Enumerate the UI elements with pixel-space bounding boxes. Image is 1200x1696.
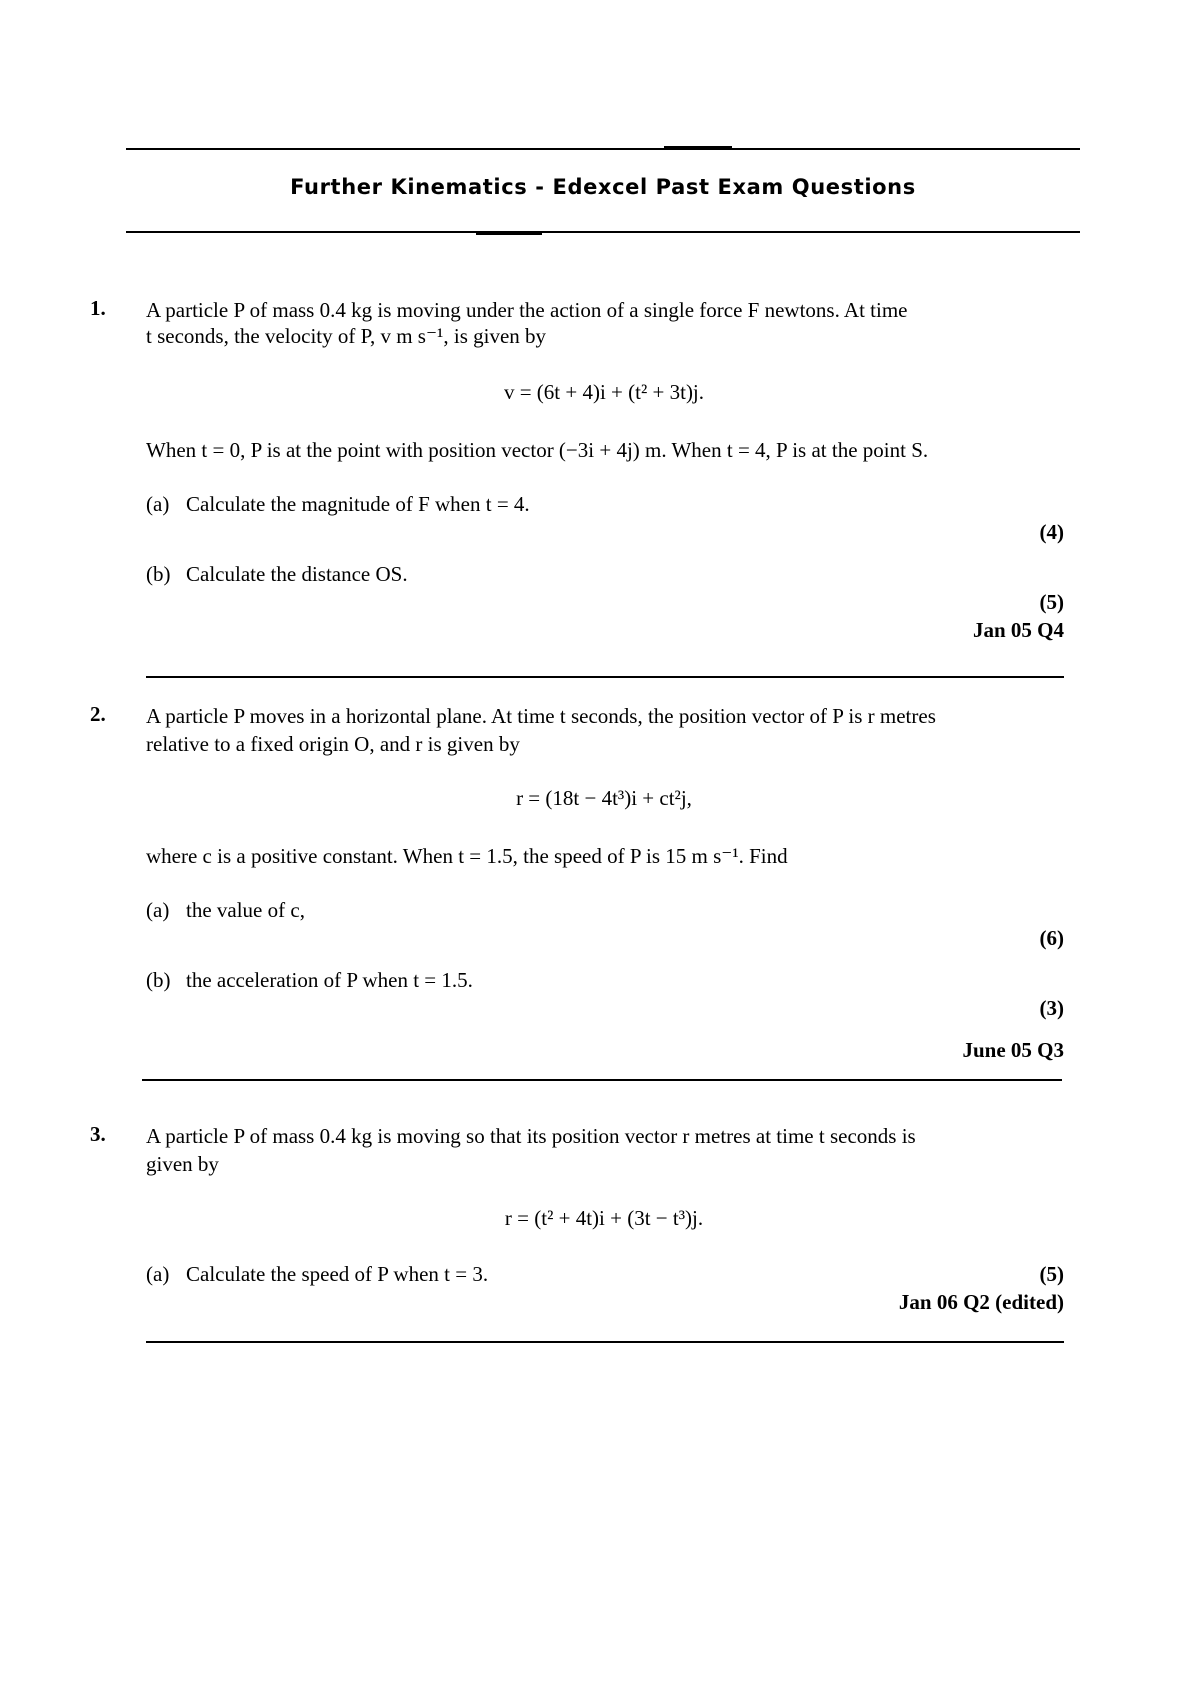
question-stem-line: A particle P moves in a horizontal plane. At time t seconds, the position vector of P is r metres xyxy=(146,704,936,728)
part-text: Calculate the magnitude of F when t = 4. xyxy=(186,492,530,516)
part-text: the value of c, xyxy=(186,898,305,922)
part-label: (b) xyxy=(146,562,171,586)
question-number: 2. xyxy=(90,702,106,726)
question-stem-line: given by xyxy=(146,1152,219,1176)
question-text: where c is a positive constant. When t = 1.5, the speed of P is 15 m s⁻¹. Find xyxy=(146,844,788,868)
source-reference: Jan 05 Q4 xyxy=(972,618,1064,642)
question-stem-line: t seconds, the velocity of P, v m s⁻¹, is given by xyxy=(146,324,547,348)
marks: (5) xyxy=(1039,1262,1064,1286)
question-stem-line: A particle P of mass 0.4 kg is moving so that its position vector r metres at time t seconds is xyxy=(146,1124,916,1148)
part-text: Calculate the speed of P when t = 3. xyxy=(186,1262,489,1286)
part-text: the acceleration of P when t = 1.5. xyxy=(186,968,473,992)
source-reference: June 05 Q3 xyxy=(962,1038,1064,1062)
position-equation: r = (18t − 4t³)i + ct²j, xyxy=(516,786,692,810)
page-title: Further Kinematics - Edexcel Past Exam Questions xyxy=(290,175,916,199)
header-rule-bottom-accent xyxy=(476,231,542,235)
marks: (4) xyxy=(1039,520,1064,544)
question-number: 3. xyxy=(90,1122,106,1146)
part-text: Calculate the distance OS. xyxy=(186,562,408,586)
part-label: (a) xyxy=(146,1262,170,1286)
question-text: When t = 0, P is at the point with position vector (−3i + 4j) m. When t = 4, P is at the point S. xyxy=(146,438,929,462)
source-reference: Jan 06 Q2 (edited) xyxy=(898,1290,1064,1314)
marks: (5) xyxy=(1039,590,1064,614)
question-number: 1. xyxy=(90,296,106,320)
marks: (6) xyxy=(1039,926,1064,950)
question-divider xyxy=(146,1341,1064,1343)
marks: (3) xyxy=(1039,996,1064,1020)
header-rule-top-accent xyxy=(664,146,732,150)
header-rule-bottom xyxy=(126,231,1080,233)
header-rule-top xyxy=(126,148,1080,150)
part-label: (a) xyxy=(146,492,170,516)
question-divider xyxy=(142,1079,1062,1081)
question-divider xyxy=(146,676,1064,678)
question-stem-line: relative to a fixed origin O, and r is given by xyxy=(146,732,520,756)
question-stem-line: A particle P of mass 0.4 kg is moving under the action of a single force F newtons. At time xyxy=(146,298,908,322)
position-equation: r = (t² + 4t)i + (3t − t³)j. xyxy=(504,1206,704,1230)
part-label: (a) xyxy=(146,898,170,922)
velocity-equation: v = (6t + 4)i + (t² + 3t)j. xyxy=(503,380,705,404)
part-label: (b) xyxy=(146,968,171,992)
